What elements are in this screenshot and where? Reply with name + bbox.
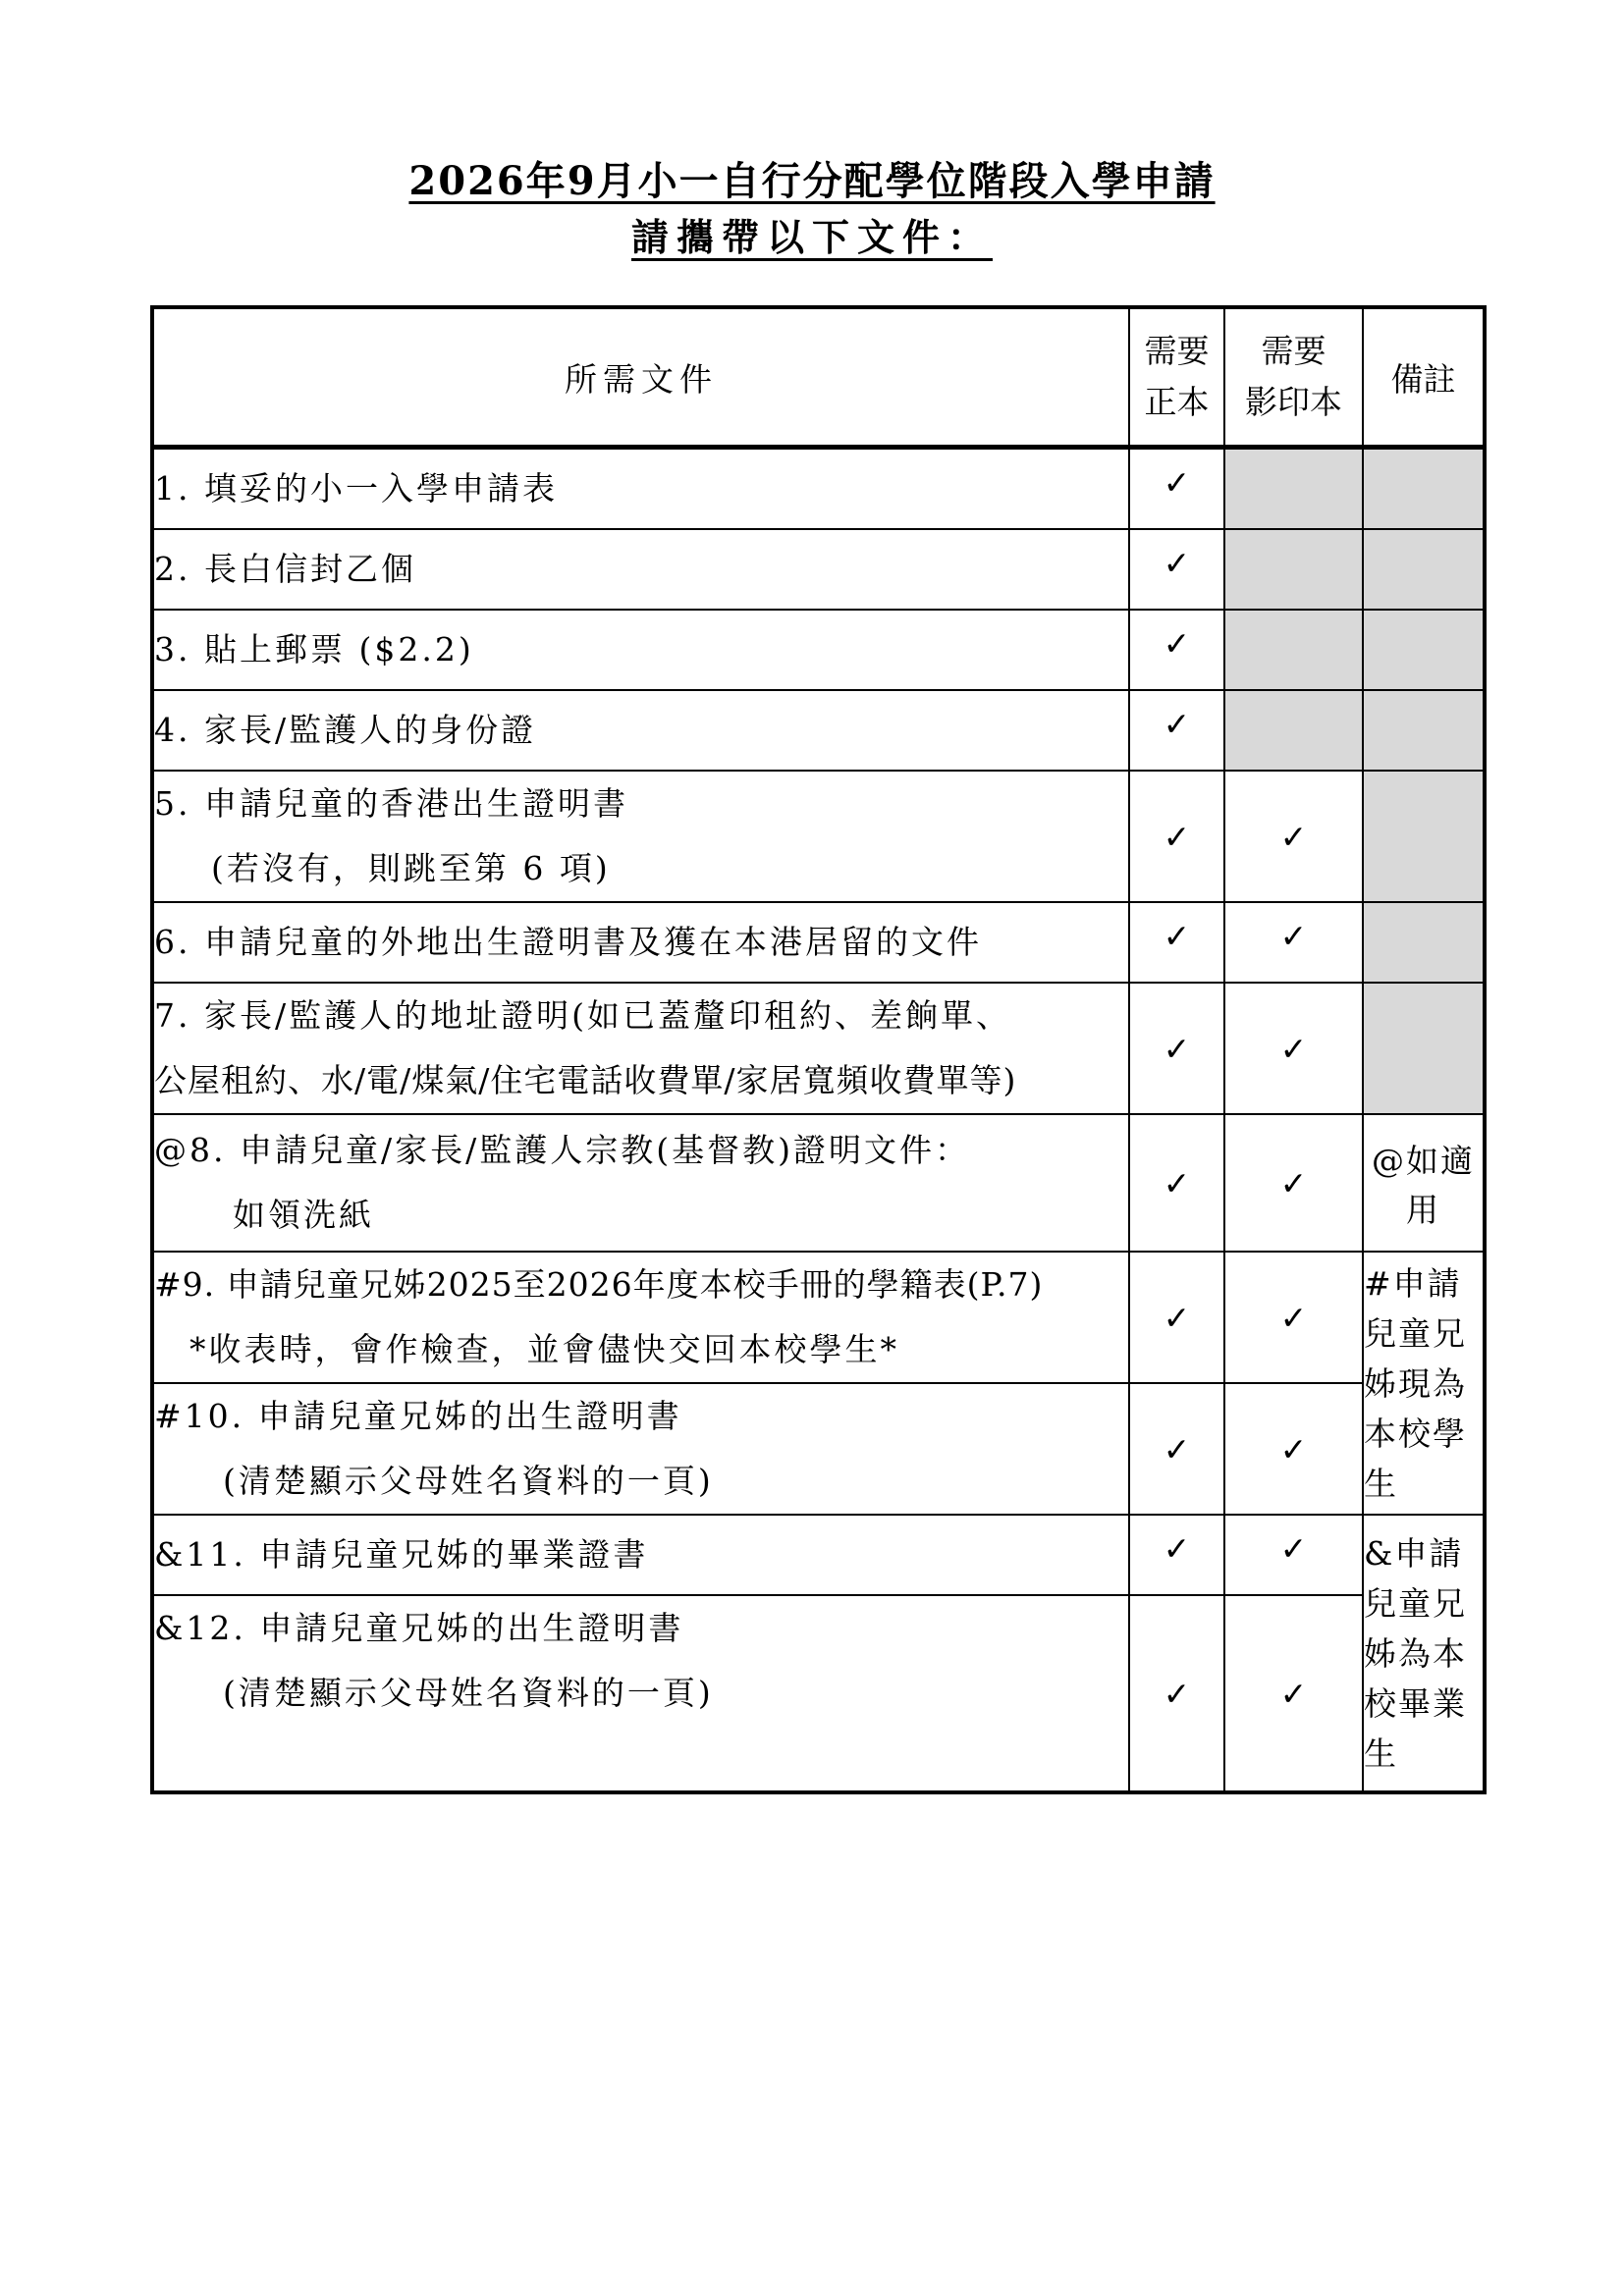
remark-11-line1: &申請 (1364, 1533, 1464, 1573)
row-4-remark-cell (1363, 690, 1485, 771)
row-4-line1: 4. 家長/監護人的身份證 (154, 711, 537, 749)
table-row (152, 771, 1485, 902)
table-row (152, 1252, 1485, 1383)
row-11-copy-check: ✓ (1224, 1515, 1363, 1595)
page-subtitle (0, 214, 1624, 261)
row-11-line1: &11. 申請兒童兄姊的畢業證書 (154, 1535, 649, 1574)
row-1-copy-cell (1224, 448, 1363, 530)
row-10-line2: (清楚顯示父母姓名資料的一頁) (223, 1462, 714, 1500)
row-5-copy-check: ✓ (1224, 771, 1363, 902)
row-2-original-check: ✓ (1129, 529, 1224, 610)
row-7-line1: 7. 家長/監護人的地址證明(如已蓋釐印租約、差餉單、 (154, 996, 1011, 1035)
row-6-original-check: ✓ (1129, 902, 1224, 983)
row-1-line1: 1. 填妥的小一入學申請表 (154, 469, 558, 507)
row-7-original-check: ✓ (1129, 983, 1224, 1114)
row-6-line1: 6. 申請兒童的外地出生證明書及獲在本港居留的文件 (154, 923, 982, 961)
remark-8-line1: @如適 (1372, 1142, 1475, 1180)
row-5-remark-cell (1363, 771, 1485, 902)
table-row (152, 529, 1485, 610)
remark-8-line2: 用 (1406, 1191, 1440, 1229)
table-row (152, 1595, 1485, 1792)
table-header-row (152, 307, 1485, 448)
row-9-line1: #9. 申請兒童兄姊2025至2026年度本校手冊的學籍表(P.7) (154, 1265, 1044, 1304)
table-row (152, 902, 1485, 983)
table-row (152, 690, 1485, 771)
row-3-original-check: ✓ (1129, 610, 1224, 690)
row-4-original-check: ✓ (1129, 690, 1224, 771)
row-1-original-check: ✓ (1129, 448, 1224, 530)
row-4-document (152, 690, 1129, 771)
row-1-remark-cell (1363, 448, 1485, 530)
row-12-copy-check: ✓ (1224, 1595, 1363, 1792)
row-3-document (152, 610, 1129, 690)
header-copy-line1: 需要 (1261, 332, 1326, 370)
documents-table (150, 305, 1487, 1794)
page-title (0, 157, 1624, 206)
row-5-line1: 5. 申請兒童的香港出生證明書 (154, 784, 628, 823)
row-7-document (152, 983, 1129, 1114)
remark-11-line3: 姊為本 (1364, 1633, 1467, 1673)
row-2-line1: 2. 長白信封乙個 (154, 550, 416, 588)
row-6-copy-check: ✓ (1224, 902, 1363, 983)
row-3-copy-cell (1224, 610, 1363, 690)
row-3-remark-cell (1363, 610, 1485, 690)
row-3-line1: 3. 貼上郵票 ($2.2) (154, 630, 474, 668)
header-original-line1: 需要 (1144, 332, 1210, 370)
table-row (152, 1383, 1485, 1515)
row-7-remark-cell (1363, 983, 1485, 1114)
row-9-line2: *收表時，會作檢查，並會儘快交回本校學生* (189, 1330, 899, 1368)
remark-9-line2: 兒童兄 (1364, 1313, 1467, 1353)
row-2-remark-cell (1363, 529, 1485, 610)
row-9-document (152, 1252, 1129, 1383)
row-7-line2: 公屋租約、水/電/煤氣/住宅電話收費單/家居寬頻收費單等) (154, 1061, 1017, 1099)
row-1-document (152, 448, 1129, 530)
row-8-document (152, 1114, 1129, 1252)
row-2-document (152, 529, 1129, 610)
header-original (1129, 307, 1224, 448)
header-copy (1224, 307, 1363, 448)
row-8-remark (1363, 1114, 1485, 1252)
row-6-document (152, 902, 1129, 983)
remark-11-line5: 生 (1364, 1734, 1398, 1773)
remark-11-line2: 兒童兄 (1364, 1583, 1467, 1623)
remark-11-line4: 校畢業 (1364, 1683, 1467, 1723)
subtitle-text: 請攜帶以下文件： (630, 215, 993, 259)
row-9-original-check: ✓ (1129, 1252, 1224, 1383)
row-12-original-check: ✓ (1129, 1595, 1224, 1792)
table-row (152, 983, 1485, 1114)
row-11-document (152, 1515, 1129, 1595)
row-9-copy-check: ✓ (1224, 1252, 1363, 1383)
row-12-document (152, 1595, 1129, 1792)
header-documents: 所需文件 (152, 307, 1129, 448)
row-8-copy-check: ✓ (1224, 1114, 1363, 1252)
remark-9-line5: 生 (1364, 1464, 1398, 1503)
row-5-line2: (若沒有，則跳至第 6 項) (211, 849, 611, 887)
header-copy-line2: 影印本 (1245, 383, 1342, 421)
row-8-line1: @8. 申請兒童/家長/監護人宗教(基督教)證明文件： (154, 1131, 970, 1169)
row-8-original-check: ✓ (1129, 1114, 1224, 1252)
row-6-remark-cell (1363, 902, 1485, 983)
row-12-line2: (清楚顯示父母姓名資料的一頁) (223, 1674, 714, 1712)
header-remarks: 備註 (1363, 307, 1485, 448)
row-4-copy-cell (1224, 690, 1363, 771)
row-11-original-check: ✓ (1129, 1515, 1224, 1595)
remark-9-line3: 姊現為 (1364, 1363, 1467, 1403)
row-12-line1: &12. 申請兒童兄姊的出生證明書 (154, 1609, 684, 1647)
row-7-copy-check: ✓ (1224, 983, 1363, 1114)
row-10-copy-check: ✓ (1224, 1383, 1363, 1515)
table-row (152, 1515, 1485, 1595)
table-row (152, 610, 1485, 690)
row-11-12-remark (1363, 1515, 1485, 1792)
row-10-document (152, 1383, 1129, 1515)
title-text: 2026年9月小一自行分配學位階段入學申請 (408, 158, 1216, 204)
row-9-10-remark (1363, 1252, 1485, 1515)
row-10-original-check: ✓ (1129, 1383, 1224, 1515)
row-10-line1: #10. 申請兒童兄姊的出生證明書 (154, 1397, 682, 1435)
remark-9-line4: 本校學 (1364, 1414, 1467, 1453)
table-row (152, 448, 1485, 530)
row-8-line2: 如領洗紙 (233, 1196, 374, 1234)
row-5-original-check: ✓ (1129, 771, 1224, 902)
row-5-document (152, 771, 1129, 902)
header-original-line2: 正本 (1144, 383, 1210, 421)
remark-9-line1: #申請 (1364, 1263, 1462, 1303)
table-row (152, 1114, 1485, 1252)
row-2-copy-cell (1224, 529, 1363, 610)
